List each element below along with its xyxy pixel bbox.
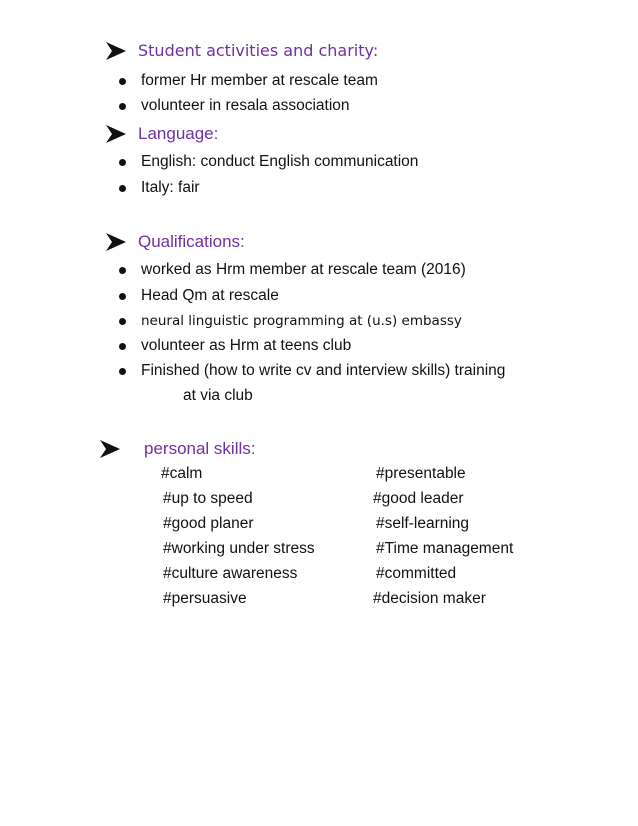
section-title: Language:	[138, 124, 219, 143]
bullet-icon	[119, 103, 126, 110]
section-title: Qualifications:	[138, 232, 245, 251]
skill-left: #up to speed	[163, 490, 253, 507]
list-item-text: volunteer as Hrm at teens club	[141, 337, 352, 354]
skill-left: #working under stress	[163, 540, 315, 557]
arrow-bullet-icon	[106, 125, 126, 143]
skill-left: #calm	[161, 465, 203, 482]
bullet-icon	[119, 343, 126, 350]
skill-right: #self-learning	[376, 515, 470, 532]
skill-right: #committed	[376, 565, 457, 582]
skill-right: #presentable	[376, 465, 466, 482]
arrow-bullet-icon	[106, 233, 126, 251]
list-item-text: English: conduct English communication	[141, 153, 419, 170]
list-item	[119, 179, 200, 197]
arrow-bullet-icon	[106, 42, 126, 60]
skill-left: #persuasive	[163, 590, 247, 607]
skill-right: #Time management	[376, 540, 514, 557]
list-item-text: neural linguistic programming at (u.s) embassy	[141, 313, 462, 329]
arrow-bullet-icon	[100, 440, 120, 458]
list-item	[119, 313, 462, 329]
bullet-icon	[119, 368, 126, 375]
list-item	[119, 72, 378, 90]
section-title: personal skills:	[144, 439, 256, 458]
section-title: Student activities and charity:	[138, 41, 379, 60]
skill-left: #good planer	[163, 515, 254, 532]
section-header-qualifications	[106, 232, 245, 252]
list-item-text: volunteer in resala association	[141, 97, 350, 114]
bullet-icon	[119, 318, 126, 325]
skill-right: #good leader	[373, 490, 464, 507]
bullet-icon	[119, 267, 126, 274]
section-header-activities	[106, 41, 378, 60]
list-item-text: Italy: fair	[141, 179, 200, 196]
list-item-text: worked as Hrm member at rescale team (2016)	[141, 261, 466, 278]
list-item-continuation: at via club	[183, 387, 253, 404]
list-item	[119, 153, 418, 171]
list-item	[119, 261, 466, 279]
list-item	[119, 337, 351, 355]
bullet-icon	[119, 159, 126, 166]
bullet-icon	[119, 185, 126, 192]
bullet-icon	[119, 293, 126, 300]
list-item-text: Finished (how to write cv and interview skills) training	[141, 362, 506, 379]
section-header-language	[106, 124, 218, 144]
list-item	[119, 362, 505, 380]
list-item-text: former Hr member at rescale team	[141, 72, 378, 89]
skill-left: #culture awareness	[163, 565, 298, 582]
skill-right: #decision maker	[373, 590, 486, 607]
bullet-icon	[119, 78, 126, 85]
list-item	[119, 287, 279, 305]
section-header-skills	[100, 439, 256, 459]
list-item	[119, 97, 350, 115]
list-item-text: Head Qm at rescale	[141, 287, 279, 304]
